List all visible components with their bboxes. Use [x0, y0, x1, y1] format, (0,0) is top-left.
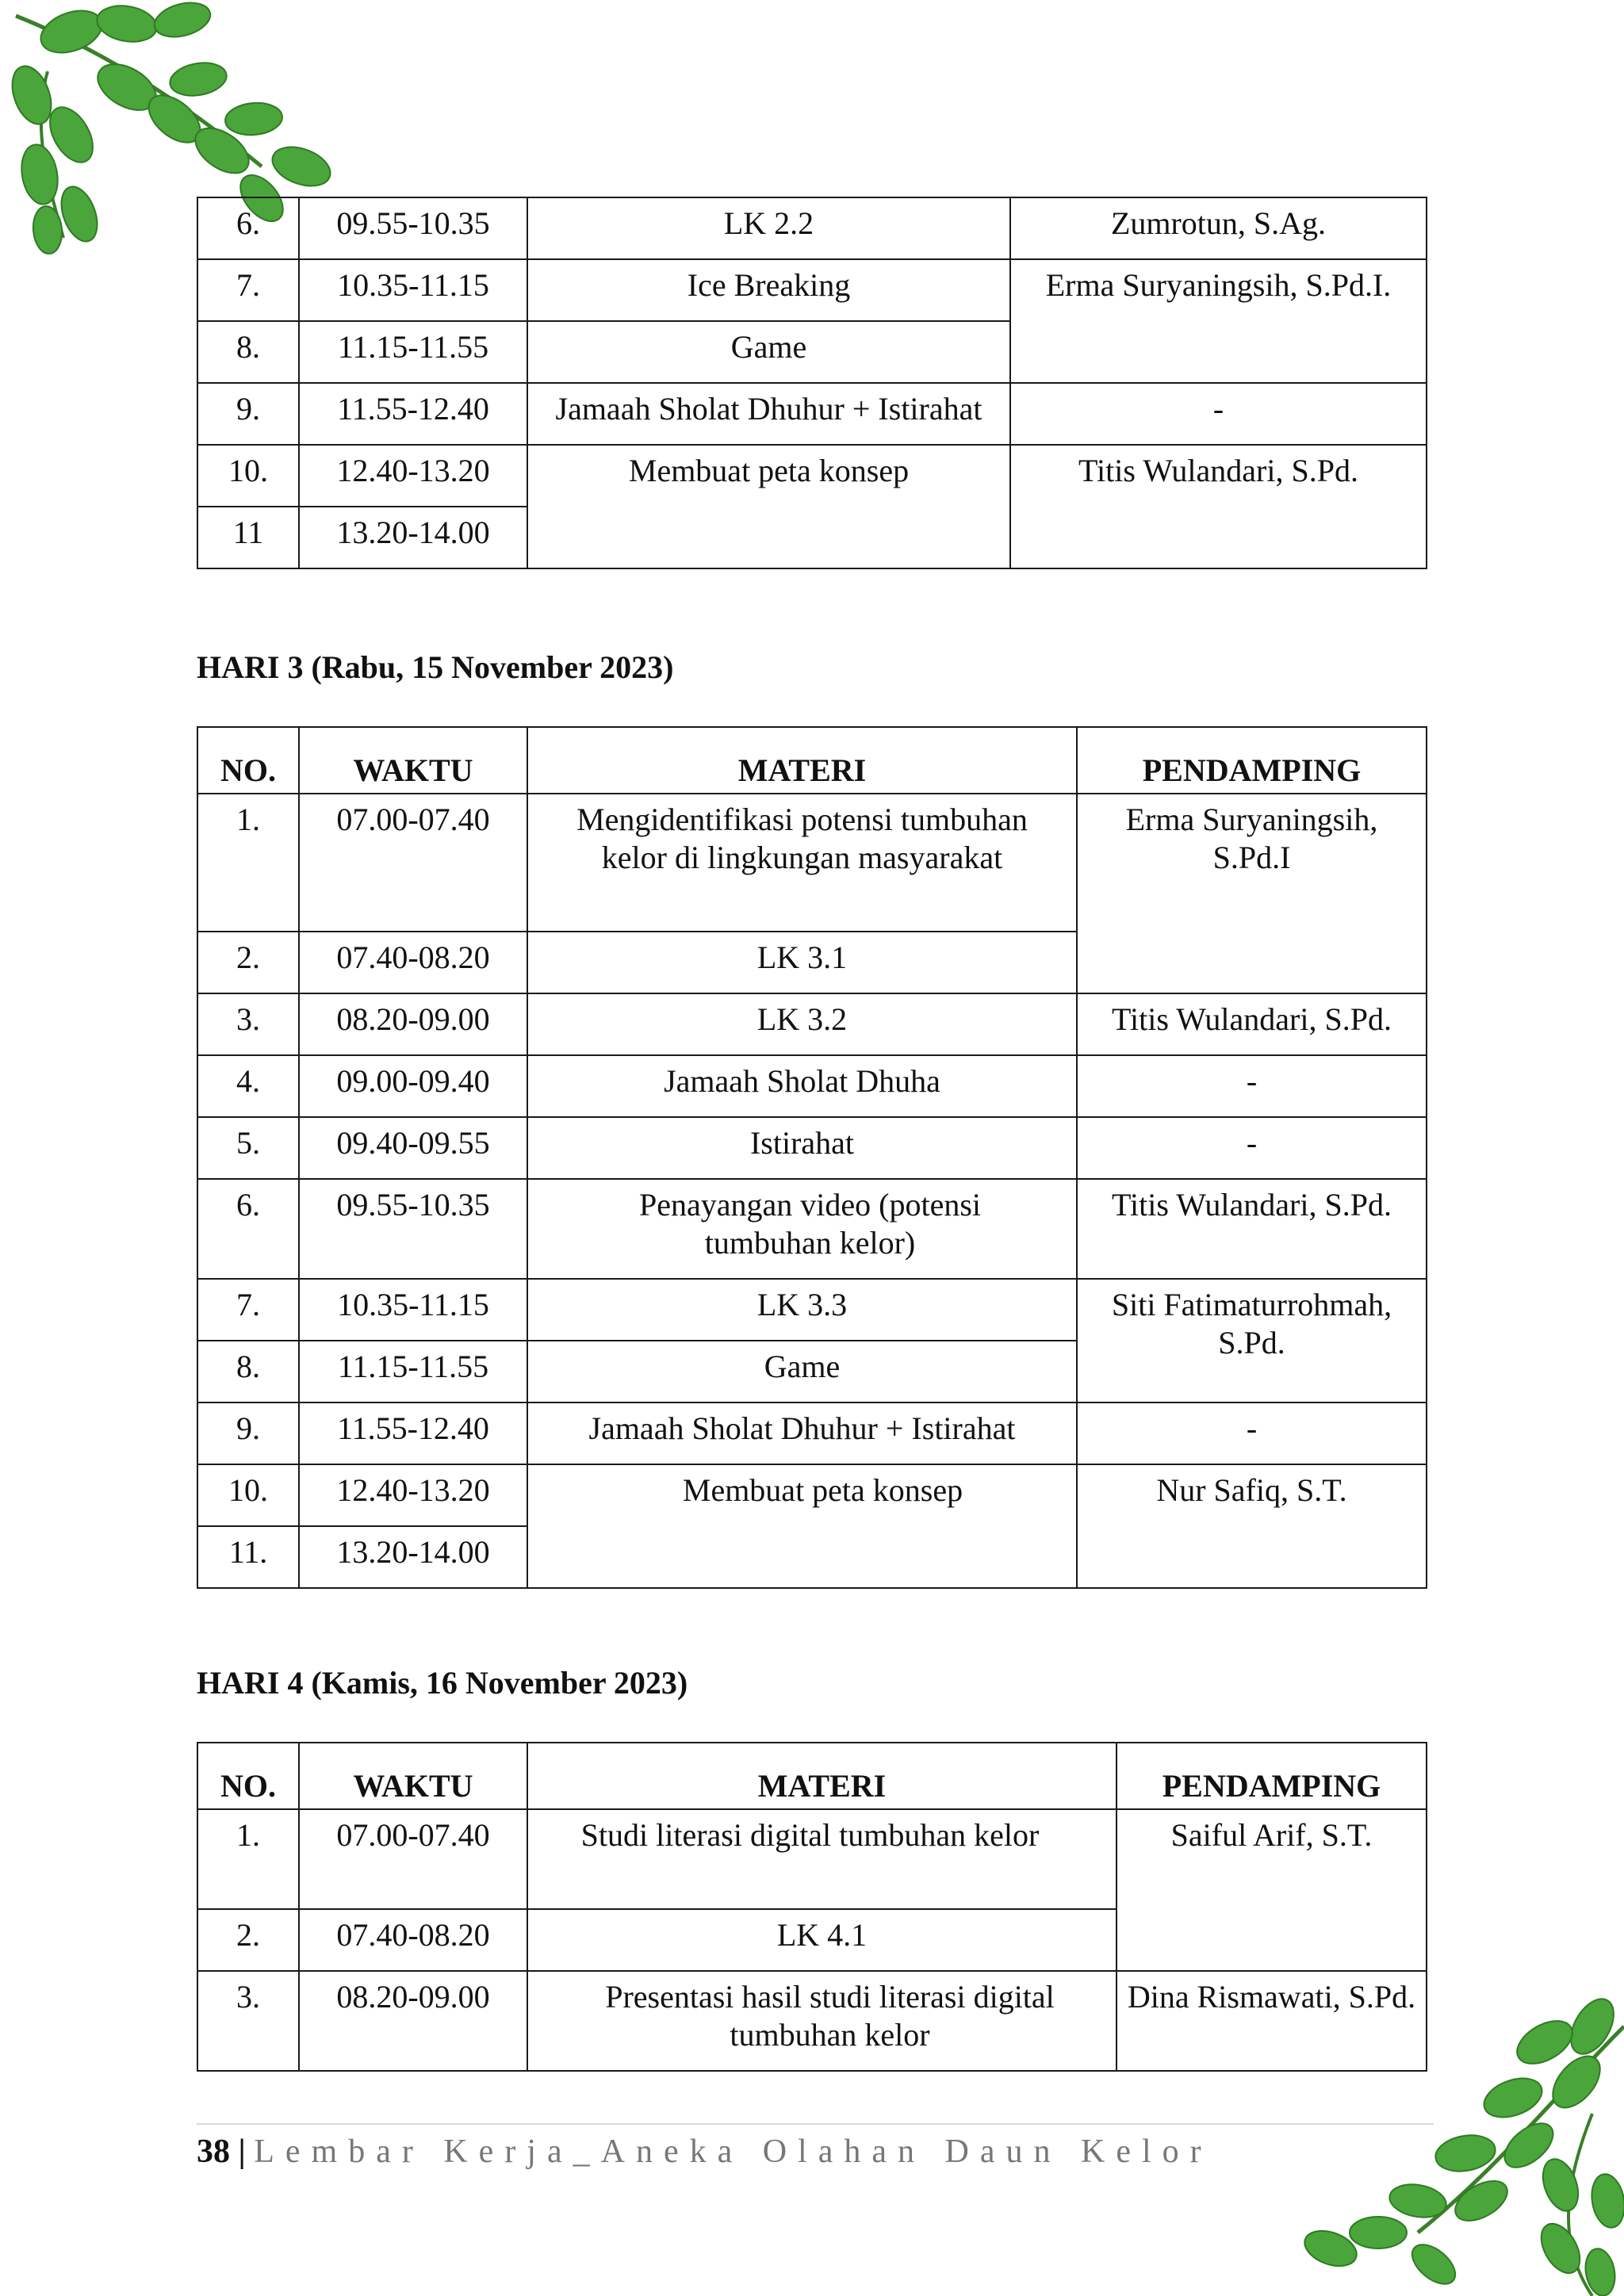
table-row [197, 1179, 1427, 1279]
table-row [197, 1055, 1427, 1117]
table-row [197, 1971, 1427, 2071]
table-cell: 11 [197, 507, 299, 568]
footer-title: Lembar Kerja_Aneka Olahan Daun Kelor [254, 2133, 1212, 2170]
table-cell: 9. [197, 383, 299, 445]
table-cell: 12.40-13.20 [299, 1464, 527, 1526]
table-cell: Membuat peta konsep [527, 445, 1010, 568]
table-cell: 08.20-09.00 [299, 1971, 527, 2071]
table-cell: Jamaah Sholat Dhuhur + Istirahat [527, 383, 1010, 445]
table-row [197, 1402, 1427, 1464]
table-cell: - [1077, 1402, 1427, 1464]
column-header: WAKTU [299, 727, 527, 794]
table-cell: LK 3.1 [527, 932, 1077, 993]
table-cell: 09.55-10.35 [299, 197, 527, 259]
column-header: PENDAMPING [1077, 727, 1427, 794]
table-cell: LK 2.2 [527, 197, 1010, 259]
column-header: NO. [197, 1743, 299, 1809]
table-cell: - [1077, 1055, 1427, 1117]
table-cell: 5. [197, 1117, 299, 1179]
table-cell: 10. [197, 1464, 299, 1526]
table-row [197, 259, 1427, 321]
table-cell: Jamaah Sholat Dhuhur + Istirahat [527, 1402, 1077, 1464]
table-cell: Saiful Arif, S.T. [1116, 1809, 1427, 1971]
footer-separator: | [238, 2133, 246, 2170]
table-cell: - [1077, 1117, 1427, 1179]
table-cell: 09.40-09.55 [299, 1117, 527, 1179]
table-row [197, 445, 1427, 507]
table-cell: Titis Wulandari, S.Pd. [1077, 1179, 1427, 1279]
table-cell: Penayangan video (potensi tumbuhan kelor) [527, 1179, 1077, 1279]
schedule-table-day-3 [197, 726, 1427, 1589]
page-number: 38 [197, 2133, 230, 2170]
table-cell: 9. [197, 1402, 299, 1464]
table-row [197, 993, 1427, 1055]
table-cell: 7. [197, 259, 299, 321]
table-cell: 13.20-14.00 [299, 507, 527, 568]
table-cell: 11. [197, 1526, 299, 1588]
footer-divider [197, 2123, 1434, 2125]
table-cell: Zumrotun, S.Ag. [1010, 197, 1427, 259]
table-cell: Titis Wulandari, S.Pd. [1077, 993, 1427, 1055]
table-cell: 11.55-12.40 [299, 383, 527, 445]
table-cell: 11.55-12.40 [299, 1402, 527, 1464]
table-cell: Ice Breaking [527, 259, 1010, 321]
table-cell: LK 4.1 [527, 1909, 1116, 1971]
table-cell: LK 3.3 [527, 1279, 1077, 1341]
table-cell: Erma Suryaningsih, S.Pd.I [1077, 794, 1427, 993]
table-cell: 07.40-08.20 [299, 1909, 527, 1971]
table-cell: 8. [197, 321, 299, 383]
table-header-row [197, 1743, 1427, 1809]
table-cell: 12.40-13.20 [299, 445, 527, 507]
column-header: MATERI [527, 1743, 1116, 1809]
table-cell: 6. [197, 1179, 299, 1279]
table-row [197, 1279, 1427, 1341]
table-cell: Mengidentifikasi potensi tumbuhan kelor di lingkungan masyarakat [527, 794, 1077, 932]
table-cell: 1. [197, 1809, 299, 1909]
table-cell: 10.35-11.15 [299, 1279, 527, 1341]
table-cell: 07.00-07.40 [299, 794, 527, 932]
schedule-table-day-4 [197, 1742, 1427, 2072]
table-row [197, 1464, 1427, 1526]
table-cell: Istirahat [527, 1117, 1077, 1179]
table-cell: 10. [197, 445, 299, 507]
table-cell: 08.20-09.00 [299, 993, 527, 1055]
table-row [197, 794, 1427, 932]
table-cell: 2. [197, 932, 299, 993]
table-cell: Siti Fatimaturrohmah, S.Pd. [1077, 1279, 1427, 1402]
table-cell: Nur Safiq, S.T. [1077, 1464, 1427, 1588]
table-cell: 3. [197, 993, 299, 1055]
table-cell: Game [527, 1341, 1077, 1402]
table-cell: 09.55-10.35 [299, 1179, 527, 1279]
page-footer [197, 2133, 1212, 2171]
table-cell: 07.00-07.40 [299, 1809, 527, 1909]
table-cell: 10.35-11.15 [299, 259, 527, 321]
column-header: NO. [197, 727, 299, 794]
table-cell: 11.15-11.55 [299, 321, 527, 383]
table-cell: Studi literasi digital tumbuhan kelor [527, 1809, 1116, 1909]
day-4-heading: HARI 4 (Kamis, 16 November 2023) [197, 1665, 688, 1701]
table-cell: Presentasi hasil studi literasi digital tumbuhan kelor [527, 1971, 1116, 2071]
table-cell: 6. [197, 197, 299, 259]
table-cell: 4. [197, 1055, 299, 1117]
table-cell: - [1010, 383, 1427, 445]
table-cell: 8. [197, 1341, 299, 1402]
table-cell: Erma Suryaningsih, S.Pd.I. [1010, 259, 1427, 383]
table-cell: 3. [197, 1971, 299, 2071]
column-header: PENDAMPING [1116, 1743, 1427, 1809]
table-cell: Game [527, 321, 1010, 383]
table-cell: 09.00-09.40 [299, 1055, 527, 1117]
table-cell: 7. [197, 1279, 299, 1341]
table-row [197, 197, 1427, 259]
column-header: WAKTU [299, 1743, 527, 1809]
column-header: MATERI [527, 727, 1077, 794]
table-cell: LK 3.2 [527, 993, 1077, 1055]
schedule-table-continued [197, 197, 1427, 569]
table-cell: 11.15-11.55 [299, 1341, 527, 1402]
table-cell: Jamaah Sholat Dhuha [527, 1055, 1077, 1117]
table-cell: Titis Wulandari, S.Pd. [1010, 445, 1427, 568]
table-row [197, 1809, 1427, 1909]
table-cell: Dina Rismawati, S.Pd. [1116, 1971, 1427, 2071]
table-header-row [197, 727, 1427, 794]
day-3-heading: HARI 3 (Rabu, 15 November 2023) [197, 649, 674, 685]
table-cell: 1. [197, 794, 299, 932]
table-cell: Membuat peta konsep [527, 1464, 1077, 1588]
table-cell: 13.20-14.00 [299, 1526, 527, 1588]
table-row [197, 1117, 1427, 1179]
table-cell: 2. [197, 1909, 299, 1971]
table-row [197, 383, 1427, 445]
table-cell: 07.40-08.20 [299, 932, 527, 993]
